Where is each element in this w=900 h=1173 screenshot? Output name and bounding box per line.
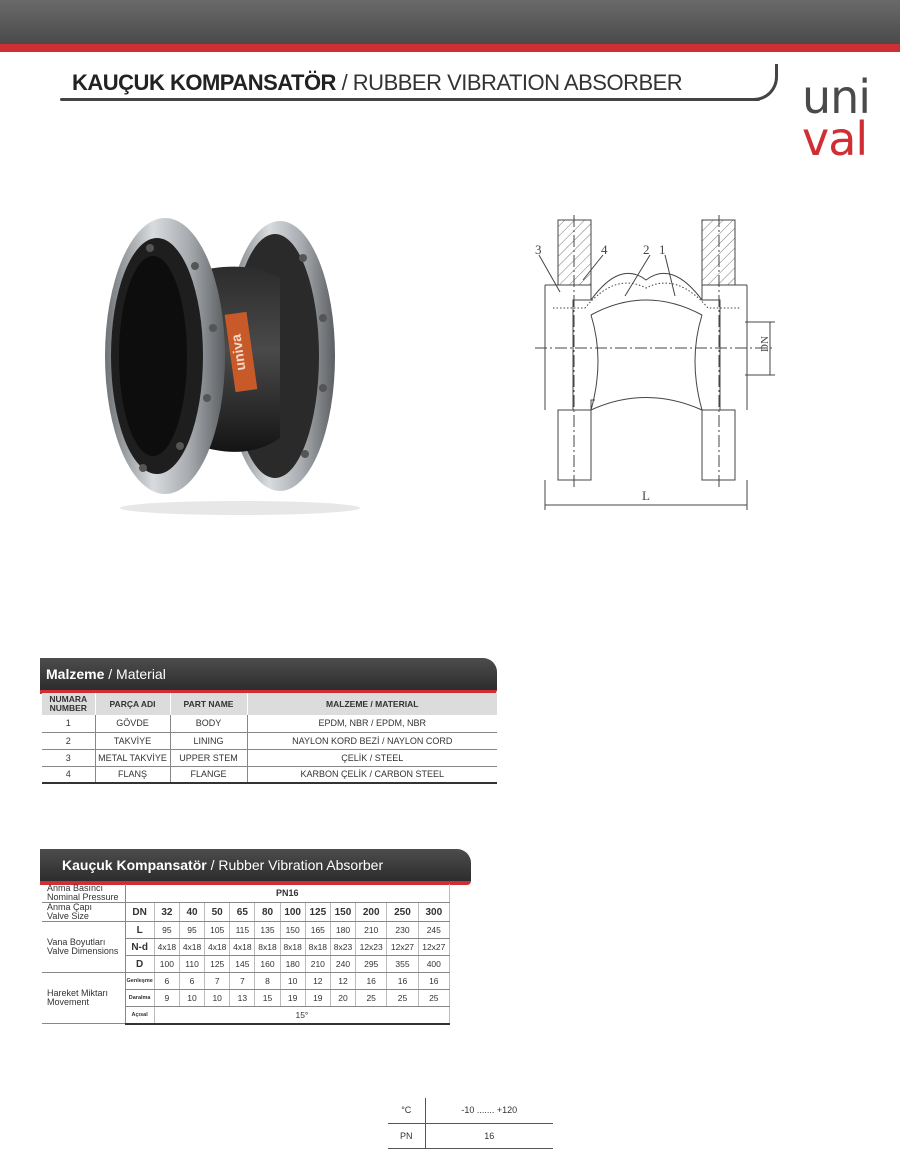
table-row [388, 1123, 553, 1148]
col-header-material: MALZEME / MATERIAL [247, 693, 497, 715]
technical-drawing [525, 210, 785, 520]
pn-key: PN [388, 1123, 425, 1148]
table-row: Açısal 15° [42, 1007, 450, 1024]
title-curve [750, 64, 778, 101]
table-row: 4 FLANŞ FLANGE KARBON ÇELİK / CARBON STEEL [42, 766, 497, 783]
table-row: N-d 4x18 4x18 4x18 4x18 8x18 8x18 8x18 8x23 12x23 12x27 12x27 [42, 939, 450, 956]
table-row [388, 1098, 553, 1123]
table-row: 2 TAKVİYE LINING NAYLON KORD BEZİ / NAYLON CORD [42, 732, 497, 749]
table-row: D 100 110 125 145 160 180 210 240 295 355 400 [42, 956, 450, 973]
pn-value: 16 [425, 1123, 553, 1148]
top-bar-accent [0, 44, 900, 52]
material-table [42, 693, 497, 784]
top-bar [0, 0, 900, 44]
dimensions-table: Anma Basıncı Nominal Pressure PN16 Anma Çapı Valve Size DN 32 40 50 65 80 100 125 150 200 250 300 Vana Boyutları Valve Dimensions L 95 95 105 115 135 150 165 180 210 230 245 N-d 4x18 4x18 4x18 4x18 8x18 8x18 8x18 8x23 12x23 12x27 12x27 D 100 110 125 145 160 180 210 240 295 355 400 Hareket Miktarı Movement Genleşme 6 6 7 7 8 10 12 12 16 16 16 Daralma 9 10 10 13 15 19 19 20 25 25 25 Açısal 15° [42, 884, 450, 1025]
drawing-dim-dn: DN [759, 336, 771, 352]
material-section-header: Malzeme / Material [40, 658, 497, 690]
movement-label: Hareket Miktarı Movement [42, 973, 125, 1024]
photo-brand-label: univa [227, 333, 249, 372]
col-header-number: NUMARA NUMBER [42, 693, 95, 715]
product-photo [95, 218, 380, 518]
conditions-table [388, 1098, 553, 1149]
col-header-part-tr: PARÇA ADI [95, 693, 170, 715]
page-title-block [60, 62, 785, 102]
drawing-label-1: 1 [659, 242, 666, 257]
temperature-key: °C [388, 1098, 425, 1123]
drawing-label-3: 3 [535, 242, 542, 257]
table-row: Daralma 9 10 10 13 15 19 19 20 25 25 25 [42, 990, 450, 1007]
nominal-pressure-value: PN16 [125, 884, 450, 903]
drawing-label-4: 4 [601, 242, 608, 257]
drawing-dim-l: L [642, 488, 650, 503]
dimensions-section-header: Kauçuk Kompansatör / Rubber Vibration Absorber [40, 849, 471, 881]
table-row: 1 GÖVDE BODY EPDM, NBR / EPDM, NBR [42, 715, 497, 732]
valve-dimensions-label: Vana Boyutları Valve Dimensions [42, 922, 125, 973]
page-title: KAUÇUK KOMPANSATÖR / RUBBER VIBRATION ABSORBER [72, 70, 683, 95]
nominal-pressure-label: Anma Basıncı Nominal Pressure [42, 884, 125, 903]
table-row: 3 METAL TAKVİYE UPPER STEM ÇELİK / STEEL [42, 749, 497, 766]
valve-size-label: Anma Çapı Valve Size [42, 903, 125, 922]
univa-logo: uni val [802, 70, 871, 166]
table-row: Vana Boyutları Valve Dimensions L 95 95 105 115 135 150 165 180 210 230 245 [42, 922, 450, 939]
drawing-label-2: 2 [643, 242, 650, 257]
table-row: Hareket Miktarı Movement Genleşme 6 6 7 7 8 10 12 12 16 16 16 [42, 973, 450, 990]
temperature-value: -10 ....... +120 [425, 1098, 553, 1123]
col-header-part-en: PART NAME [170, 693, 247, 715]
title-underline [60, 98, 760, 101]
